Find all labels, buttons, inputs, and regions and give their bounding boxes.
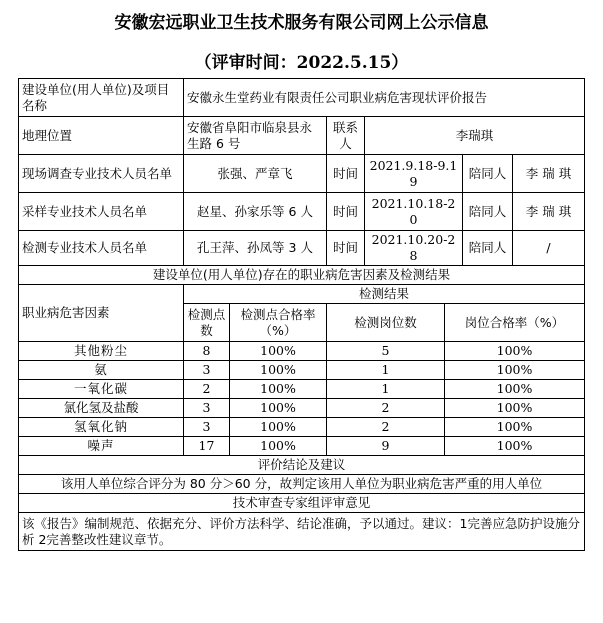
post-rate-cell: 100%: [445, 437, 585, 456]
factor-cell: 噪声: [19, 437, 184, 456]
testing-companion: /: [513, 231, 585, 266]
factor-cell: 其他粉尘: [19, 342, 184, 361]
posts-cell: 1: [327, 380, 445, 399]
conclusion-title: 评价结论及建议: [19, 456, 585, 475]
contact-label: 联系人: [327, 117, 365, 155]
post-rate-cell: 100%: [445, 361, 585, 380]
survey-time-label: 时间: [327, 155, 365, 193]
conclusion-text: 该用人单位综合评分为 80 分＞60 分，故判定该用人单位为职业病危害严重的用人单位: [19, 475, 585, 494]
table-row: [19, 418, 585, 437]
sampling-companion-label: 陪同人: [463, 193, 513, 231]
sampling-time: 2021.10.18-20: [365, 193, 463, 231]
page-title: 安徽宏远职业卫生技术服务有限公司网上公示信息: [114, 13, 489, 33]
review-date: （评审时间：2022.5.15）: [194, 53, 409, 73]
points-cell: 3: [184, 418, 230, 437]
col-point-rate-header: 检测点合格率（%）: [230, 304, 327, 342]
factor-cell: 氢氧化钠: [19, 418, 184, 437]
post-rate-cell: 100%: [445, 342, 585, 361]
post-rate-cell: 100%: [445, 380, 585, 399]
results-header: 检测结果: [184, 285, 585, 304]
sampling-staff: 赵星、孙家乐等 6 人: [184, 193, 327, 231]
points-cell: 8: [184, 342, 230, 361]
point-rate-cell: 100%: [230, 418, 327, 437]
table-row: [19, 342, 585, 361]
survey-label: 现场调查专业技术人员名单: [19, 155, 184, 193]
points-cell: 3: [184, 361, 230, 380]
review-text: 该《报告》编制规范、依据充分、评价方法科学、结论准确，予以通过。建议：1完善应急防护设施分析 2完善整改性建议章节。: [19, 513, 585, 551]
points-cell: 2: [184, 380, 230, 399]
point-rate-cell: 100%: [230, 437, 327, 456]
posts-cell: 5: [327, 342, 445, 361]
post-rate-cell: 100%: [445, 399, 585, 418]
point-rate-cell: 100%: [230, 361, 327, 380]
point-rate-cell: 100%: [230, 399, 327, 418]
col-posts-header: 检测岗位数: [327, 304, 445, 342]
location-value: 安徽省阜阳市临泉县永生路 6 号: [184, 117, 327, 155]
points-cell: 3: [184, 399, 230, 418]
sampling-companion: 李 瑞 琪: [513, 193, 585, 231]
testing-staff: 孔王萍、孙凤等 3 人: [184, 231, 327, 266]
project-value: 安徽永生堂药业有限责任公司职业病危害现状评价报告: [184, 79, 585, 117]
disclosure-table: [18, 78, 585, 551]
point-rate-cell: 100%: [230, 380, 327, 399]
testing-companion-label: 陪同人: [463, 231, 513, 266]
table-row: [19, 399, 585, 418]
factor-header: 职业病危害因素: [19, 285, 184, 342]
testing-time-label: 时间: [327, 231, 365, 266]
posts-cell: 9: [327, 437, 445, 456]
factor-cell: 氨: [19, 361, 184, 380]
contact-value: 李瑞琪: [365, 117, 585, 155]
points-cell: 17: [184, 437, 230, 456]
sampling-label: 采样专业技术人员名单: [19, 193, 184, 231]
post-rate-cell: 100%: [445, 418, 585, 437]
table-row: [19, 380, 585, 399]
col-points-header: 检测点数: [184, 304, 230, 342]
testing-label: 检测专业技术人员名单: [19, 231, 184, 266]
survey-staff: 张强、严章飞: [184, 155, 327, 193]
testing-time: 2021.10.20-28: [365, 231, 463, 266]
review-title: 技术审查专家组评审意见: [19, 494, 585, 513]
survey-time: 2021.9.18-9.19: [365, 155, 463, 193]
factor-cell: 一氧化碳: [19, 380, 184, 399]
posts-cell: 1: [327, 361, 445, 380]
posts-cell: 2: [327, 399, 445, 418]
survey-companion-label: 陪同人: [463, 155, 513, 193]
table-row: [19, 361, 585, 380]
location-label: 地理位置: [19, 117, 184, 155]
results-section-title: 建设单位(用人单位)存在的职业病危害因素及检测结果: [19, 266, 585, 285]
survey-companion: 李 瑞 琪: [513, 155, 585, 193]
table-row: [19, 437, 585, 456]
project-label: 建设单位(用人单位)及项目名称: [19, 79, 184, 117]
col-post-rate-header: 岗位合格率（%）: [445, 304, 585, 342]
point-rate-cell: 100%: [230, 342, 327, 361]
posts-cell: 2: [327, 418, 445, 437]
sampling-time-label: 时间: [327, 193, 365, 231]
factor-cell: 氯化氢及盐酸: [19, 399, 184, 418]
